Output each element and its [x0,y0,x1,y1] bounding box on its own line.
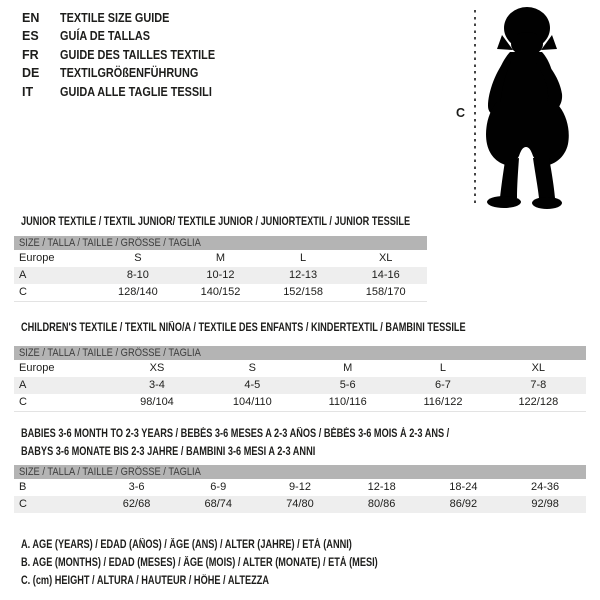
language-row-fr [22,46,238,64]
row-label: C [14,496,96,513]
size-cell: 7-8 [491,377,586,394]
table-row-c [14,496,586,513]
size-header-bar [14,465,586,479]
row-label: C [19,286,27,298]
size-cell: 6-7 [395,377,490,394]
size-cell: 98/104 [140,396,174,408]
size-cell: XL [531,362,546,374]
language-code: DE [22,66,40,81]
size-cell: XS [149,362,165,374]
table-row-c [14,284,427,302]
size-cell: 4-5 [205,377,300,394]
size-cell: 158/170 [365,286,406,298]
children-size-table [14,346,586,412]
table-row-b [14,479,586,496]
language-row-it [22,83,238,101]
size-cell: 24-36 [531,481,560,493]
toddler-silhouette-icon [483,5,579,211]
language-row-en [22,9,238,27]
babies-section-title [21,425,449,461]
table-row-c [14,394,586,412]
size-cell: 92/98 [504,496,586,513]
size-cell: L [300,252,307,264]
size-cell: 110/116 [328,396,367,408]
row-label: Europe [19,362,55,374]
table-row-a [14,267,427,284]
babies-size-table [14,465,586,513]
size-cell: 3-4 [109,377,204,394]
height-dashed-line [474,10,476,207]
size-cell: 9-12 [288,481,311,493]
size-cell: 104/110 [232,396,272,408]
babies-title-line-2: BABYS 3-6 MONATE BIS 2-3 JAHRE / BAMBINI 3-6 MESI A 2-3 ANNI [21,446,316,458]
row-label: A [14,377,109,394]
babies-title-line-1: BABIES 3-6 MONTH TO 2-3 YEARS / BEBÉS 3-6 MESES A 2-3 AÑOS / BÉBÉS 3-6 MOIS À 2-3 ANS / [21,428,450,440]
size-cell: M [343,362,353,374]
row-label: B [19,481,27,493]
size-cell: 62/68 [96,496,178,513]
size-cell: 12-13 [262,267,345,284]
size-header-label: SIZE / TALLA / TAILLE / GRÖSSE / TAGLIA [19,237,201,249]
size-cell: 3-6 [128,481,145,493]
table-row-europe [14,360,586,377]
size-cell: M [215,252,226,264]
size-cell: 116/122 [423,396,463,408]
size-cell: 14-16 [344,267,427,284]
language-code: EN [22,11,40,25]
size-cell: L [439,362,447,374]
size-header-bar [14,236,427,250]
size-cell: 122/128 [518,396,559,408]
size-cell: 86/92 [423,496,505,513]
language-row-es [22,27,238,45]
footnotes [21,536,467,590]
size-cell: 8-10 [97,267,180,284]
size-cell: 12-18 [367,481,396,493]
language-code: FR [22,47,39,62]
language-label: TEXTILGRÖßENFÜHRUNG [60,66,199,81]
language-code: ES [22,29,39,44]
language-label: GUÍA DE TALLAS [60,29,151,44]
row-label: Europe [19,252,55,264]
children-section-title: CHILDREN'S TEXTILE / TEXTIL NIÑO/A / TEXTILE DES ENFANTS / KINDERTEXTIL / BAMBINI TESSILE [21,322,466,334]
size-cell: 128/140 [118,286,158,298]
size-cell: 18-24 [449,481,478,493]
row-label: A [14,267,97,284]
height-measure-label: C [456,106,466,120]
language-code: IT [22,84,34,99]
size-cell: 10-12 [179,267,262,284]
size-cell: 68/74 [177,496,259,513]
language-row-de [22,64,238,82]
size-cell: 80/86 [341,496,423,513]
size-header-label: SIZE / TALLA / TAILLE / GRÖSSE / TAGLIA [19,347,201,359]
table-row-a [14,377,586,394]
size-cell: S [248,362,256,374]
size-cell: 6-9 [210,481,227,493]
size-cell: 152/158 [283,286,323,298]
junior-section-title: JUNIOR TEXTILE / TEXTIL JUNIOR/ TEXTILE JUNIOR / JUNIORTEXTIL / JUNIOR TESSILE [21,216,411,228]
size-cell: 74/80 [259,496,341,513]
table-row-europe [14,250,427,267]
size-cell: S [134,252,142,264]
footnote-a: A. AGE (YEARS) / EDAD (AÑOS) / ÂGE (ANS) / ALTER (JAHRE) / ETÀ (ANNI) [21,539,352,551]
size-cell: 140/152 [200,286,241,298]
language-label: GUIDE DES TAILLES TEXTILE [60,47,216,62]
row-label: C [19,396,27,408]
junior-size-table [14,236,427,302]
language-label: GUIDA ALLE TAGLIE TESSILI [60,84,212,99]
footnote-b: B. AGE (MONTHS) / EDAD (MESES) / ÂGE (MOIS) / ALTER (MONATE) / ETÀ (MESI) [21,557,378,569]
language-list [22,9,238,101]
size-cell: 5-6 [300,377,395,394]
language-label: TEXTILE SIZE GUIDE [60,11,170,25]
size-header-label: SIZE / TALLA / TAILLE / GRÖSSE / TAGLIA [19,466,201,478]
size-cell: XL [378,252,393,264]
size-header-bar [14,346,586,360]
footnote-c: C. (cm) HEIGHT / ALTURA / HAUTEUR / HÖHE / ALTEZZA [21,575,270,587]
